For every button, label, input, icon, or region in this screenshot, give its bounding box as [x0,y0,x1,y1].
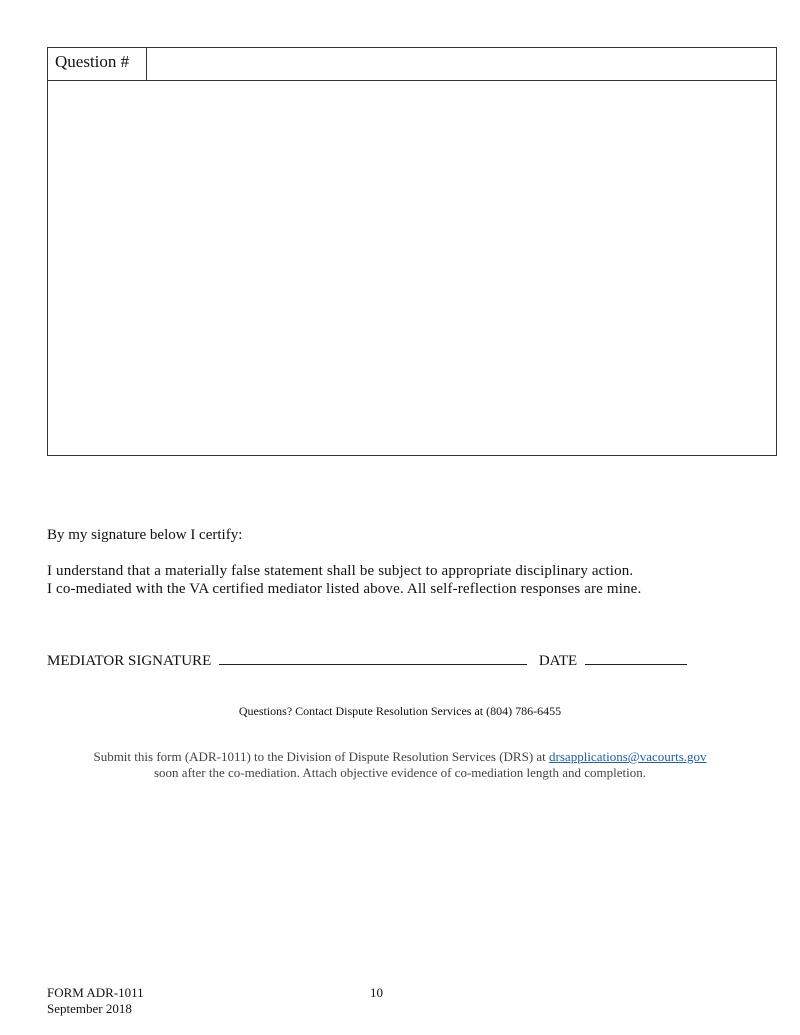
date-label: DATE [538,653,578,669]
question-response-area[interactable] [48,81,776,455]
mediator-signature-label: MEDIATOR SIGNATURE [47,653,212,669]
mediator-signature-field[interactable] [219,652,527,665]
submit-instructions [0,749,800,781]
question-header-row [48,48,776,81]
date-field[interactable] [585,652,687,665]
submit-text-after: soon after the co-mediation. Attach objective evidence of co-mediation length and completion. [153,765,647,780]
question-number-field[interactable] [148,48,776,80]
question-table [47,47,777,456]
page-number: 10 [370,985,383,1000]
drs-email-link[interactable]: drsapplications@vacourts.gov [549,749,707,764]
certification-intro: By my signature below I certify: [47,527,243,543]
certification-statement-1: I understand that a materially false statement shall be subject to appropriate disciplinary action. [47,563,634,579]
form-id: FORM ADR-1011 [47,985,144,1000]
signature-row [47,652,687,670]
form-date: September 2018 [47,1001,132,1016]
question-number-label: Question # [48,48,147,80]
submit-text-before: Submit this form (ADR-1011) to the Division of Dispute Resolution Services (DRS) at [93,749,550,764]
contact-note: Questions? Contact Dispute Resolution Services at (804) 786-6455 [238,704,562,718]
certification-statement-2: I co-mediated with the VA certified mediator listed above. All self-reflection responses are mine. [47,581,642,597]
form-footer [47,985,144,1017]
